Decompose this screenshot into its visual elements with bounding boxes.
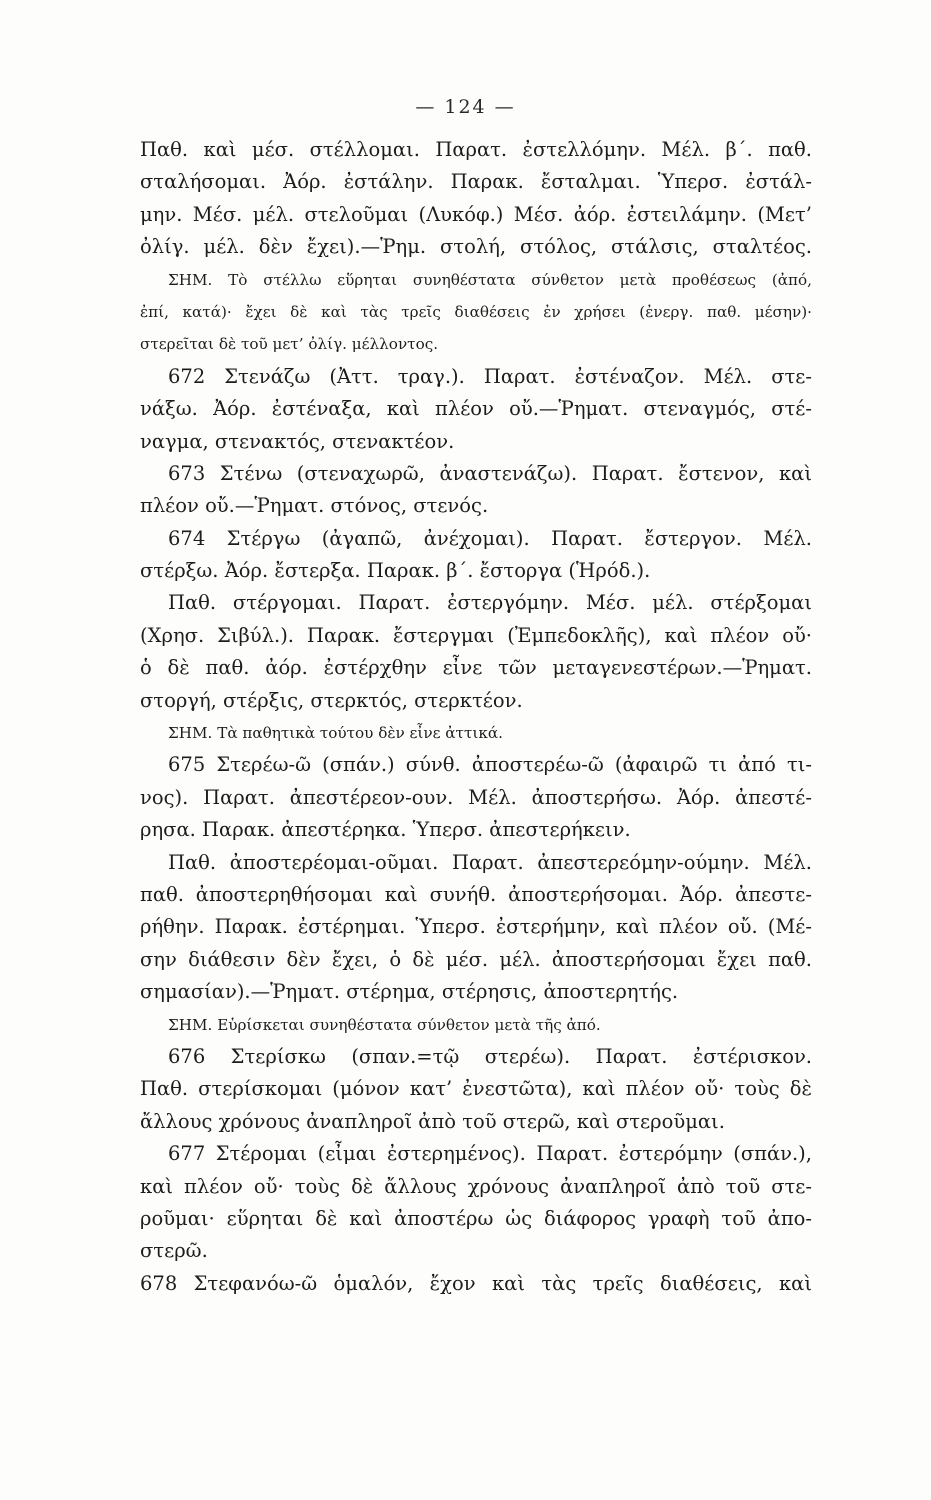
text-line: μην. Μέσ. μέλ. στελοῦμαι (Λυκόφ.) Μέσ. ἀόρ. ἐστειλάμην. (Μετ’ [140, 202, 812, 226]
text-line: ὁ δὲ παθ. ἀόρ. ἐστέρχθην εἶνε τῶν μεταγενεστέρων.—Ῥηματ. [140, 656, 812, 680]
text-line: 676 Στερίσκω (σπαν.=τῷ στερέω). Παρατ. ἐστέρισκον. [168, 1044, 812, 1068]
text-line: στοργή, στέρξις, στερκτός, στερκτέον. [140, 688, 523, 712]
text-line: 675 Στερέω-ῶ (σπάν.) σύνθ. ἀποστερέω-ῶ (ἀφαιρῶ τι ἀπό τι- [168, 753, 812, 777]
page-number: — 124 — [415, 96, 516, 118]
text-line: καὶ πλέον οὔ· τοὺς δὲ ἄλλους χρόνους ἀναπληροῖ ἀπὸ τοῦ στε- [140, 1174, 812, 1198]
text-line: νος). Παρατ. ἀπεστέρεον-ουν. Μέλ. ἀποστερήσω. Ἀόρ. ἀπεστέ- [140, 785, 812, 809]
text-line: νάξω. Ἀόρ. ἐστέναξα, καὶ πλέον οὔ.—Ῥηματ. στεναγμός, στέ- [140, 397, 812, 421]
text-line: ρήθην. Παρακ. ἐστέρημαι. Ὑπερσ. ἐστερήμην, καὶ πλέον οὔ. (Μέ- [140, 915, 812, 939]
text-line: 674 Στέργω (ἀγαπῶ, ἀνέχομαι). Παρατ. ἔστεργον. Μέλ. [168, 526, 812, 550]
text-line: παθ. ἀποστερηθήσομαι καὶ συνήθ. ἀποστερήσομαι. Ἀόρ. ἀπεστε- [140, 882, 812, 906]
text-line: στέρξω. Ἀόρ. ἔστερξα. Παρακ. β΄. ἔστοργα (Ἡρόδ.). [140, 559, 651, 583]
text-line: πλέον οὔ.—Ῥηματ. στόνος, στενός. [140, 494, 489, 518]
text-line: Παθ. στέργομαι. Παρατ. ἐστεργόμην. Μέσ. μέλ. στέρξομαι [168, 591, 812, 615]
text-line: ροῦμαι· εὕρηται δὲ καὶ ἀποστέρω ὡς διάφορος γραφὴ τοῦ ἀπο- [140, 1206, 812, 1230]
text-line: (Χρησ. Σιβύλ.). Παρακ. ἔστεργμαι (Ἐμπεδοκλῆς), καὶ πλέον οὔ· [140, 623, 812, 647]
text-line: ΣΗΜ. Τὰ παθητικὰ τούτου δὲν εἶνε ἀττικά. [168, 724, 503, 743]
text-line: Παθ. καὶ μέσ. στέλλομαι. Παρατ. ἐστελλόμην. Μέλ. β΄. παθ. [140, 138, 812, 161]
text-line: σημασίαν).—Ῥηματ. στέρημα, στέρησις, ἀποστερητής. [140, 980, 679, 1004]
text-line: σταλήσομαι. Ἀόρ. ἐστάλην. Παρακ. ἔσταλμαι. Ὑπερσ. ἐστάλ- [140, 170, 812, 194]
text-line: 673 Στένω (στεναχωρῶ, ἀναστενάζω). Παρατ. ἔστενον, καὶ [168, 461, 812, 485]
text-line: στερῶ. [140, 1239, 208, 1263]
text-line: Παθ. στερίσκομαι (μόνον κατ’ ἐνεστῶτα), καὶ πλέον οὔ· τοὺς δὲ [140, 1077, 812, 1101]
text-line: 672 Στενάζω (Ἀττ. τραγ.). Παρατ. ἐστέναζον. Μέλ. στε- [168, 364, 812, 388]
text-line: ἐπί, κατά)· ἔχει δὲ καὶ τὰς τρεῖς διαθέσεις ἐν χρήσει (ἐνεργ. παθ. μέσην)· [140, 302, 812, 321]
text-line: 678 Στεφανόω-ῶ ὁμαλόν, ἔχον καὶ τὰς τρεῖς διαθέσεις, καὶ [140, 1271, 812, 1295]
page-text [140, 134, 812, 1300]
text-line: 677 Στέρομαι (εἶμαι ἐστερημένος). Παρατ. ἐστερόμην (σπάν.), [168, 1142, 812, 1166]
text-line: ρησα. Παρακ. ἀπεστέρηκα. Ὑπερσ. ἀπεστερήκειν. [140, 818, 631, 842]
text-line: σην διάθεσιν δὲν ἔχει, ὁ δὲ μέσ. μέλ. ἀποστερήσομαι ἔχει παθ. [140, 947, 812, 971]
text-line: ΣΗΜ. Εὑρίσκεται συνηθέστατα σύνθετον μετὰ τῆς ἀπό. [168, 1015, 601, 1034]
text-line: Παθ. ἀποστερέομαι-οῦμαι. Παρατ. ἀπεστερεόμην-ούμην. Μέλ. [168, 850, 812, 874]
text-line: ἄλλους χρόνους ἀναπληροῖ ἀπὸ τοῦ στερῶ, καὶ στεροῦμαι. [140, 1109, 725, 1133]
text-line: ὀλίγ. μέλ. δὲν ἔχει).—Ῥημ. στολή, στόλος, στάλσις, σταλτέος. [140, 235, 812, 259]
text-line: ΣΗΜ. Τὸ στέλλω εὕρηται συνηθέστατα σύνθετον μετὰ προθέσεως (ἀπό, [168, 270, 812, 289]
text-line: στερεῖται δὲ τοῦ μετ’ ὀλίγ. μέλλοντος. [140, 335, 439, 354]
text-line: ναγμα, στενακτός, στενακτέον. [140, 429, 455, 453]
